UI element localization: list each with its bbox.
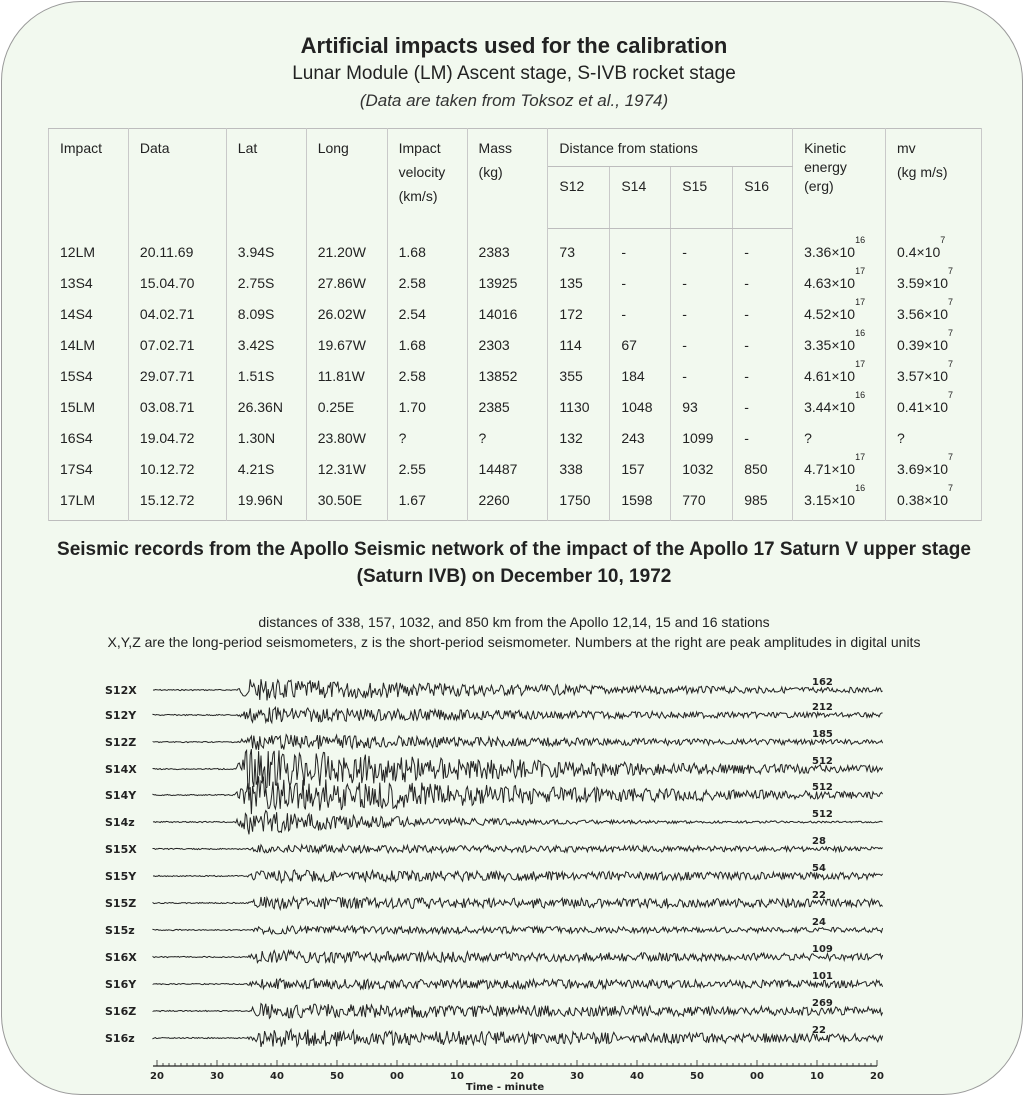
cell-lat: 2.75S (226, 268, 306, 299)
cell-impact: 12LM (49, 229, 129, 269)
time-axis-tick-label: 20 (870, 1071, 884, 1082)
cell-long: 12.31W (306, 454, 387, 485)
trace-peak-amplitude: 22 (812, 1025, 826, 1036)
trace-peak-amplitude: 101 (812, 971, 833, 982)
cell-energy: $4.61\times 10^{17}$ (793, 361, 886, 392)
time-axis-tick-label: 10 (450, 1071, 464, 1082)
cell-mv: $0.39\times 10^7$ (886, 330, 982, 361)
cell-mass: ? (467, 423, 548, 454)
table-row (49, 454, 982, 485)
cell-s16: - (733, 423, 793, 454)
cell-s12: 1130 (548, 392, 610, 423)
cell-energy: $3.15\times 10^{16}$ (793, 485, 886, 521)
cell-mv: ? (886, 423, 982, 454)
seismic-trace (153, 951, 883, 963)
cell-s16: - (733, 268, 793, 299)
cell-lat: 3.94S (226, 229, 306, 269)
cell-long: 0.25E (306, 392, 387, 423)
seismic-trace (153, 735, 883, 750)
seismic-trace (153, 1004, 883, 1019)
trace-label: S16z (105, 1032, 135, 1045)
trace-peak-amplitude: 162 (812, 677, 833, 688)
cell-s12: 1750 (548, 485, 610, 521)
cell-s15: 1099 (671, 423, 733, 454)
cell-s14: 1598 (610, 485, 671, 521)
trace-label: S12Y (105, 709, 137, 722)
time-axis-tick-label: 30 (570, 1071, 584, 1082)
cell-impact: 15LM (49, 392, 129, 423)
cell-mv: $0.38\times 10^7$ (886, 485, 982, 521)
cell-long: 26.02W (306, 299, 387, 330)
cell-velocity: 2.58 (387, 268, 467, 299)
trace-label: S16Y (105, 978, 137, 991)
cell-mass: 13852 (467, 361, 548, 392)
trace-label: S15Y (105, 870, 137, 883)
cell-mv: $0.41\times 10^7$ (886, 392, 982, 423)
cell-energy: $3.35\times 10^{16}$ (793, 330, 886, 361)
cell-impact: 16S4 (49, 423, 129, 454)
time-axis-tick-label: 00 (390, 1071, 404, 1082)
trace-label: S16Z (105, 1005, 137, 1018)
cell-s16: - (733, 392, 793, 423)
cell-s12: 132 (548, 423, 610, 454)
cell-s15: - (671, 361, 733, 392)
time-axis-tick-label: 20 (510, 1071, 524, 1082)
cell-mv: $0.4\times 10^7$ (886, 229, 982, 269)
trace-peak-amplitude: 22 (812, 890, 826, 901)
trace-label: S14Y (105, 789, 137, 802)
cell-data: 04.02.71 (128, 299, 226, 330)
cell-mv: $3.57\times 10^7$ (886, 361, 982, 392)
table-row (49, 392, 982, 423)
data-source-note: (Data are taken from Toksoz et al., 1974) (359, 91, 669, 110)
seismic-trace (153, 811, 883, 835)
header-lat: Lat (226, 129, 306, 229)
cell-s15: - (671, 330, 733, 361)
cell-impact: 17LM (49, 485, 129, 521)
trace-peak-amplitude: 512 (812, 756, 833, 767)
cell-lat: 8.09S (226, 299, 306, 330)
header-long: Long (306, 129, 387, 229)
cell-s16: - (733, 299, 793, 330)
cell-lat: 4.21S (226, 454, 306, 485)
header-velocity: Impact velocity (km/s) (387, 129, 467, 229)
trace-peak-amplitude: 512 (812, 782, 833, 793)
table-row (49, 485, 982, 521)
cell-s16: - (733, 361, 793, 392)
cell-mass: 2303 (467, 330, 548, 361)
cell-mass: 14487 (467, 454, 548, 485)
cell-velocity: 1.68 (387, 229, 467, 269)
cell-velocity: 1.68 (387, 330, 467, 361)
cell-s14: - (610, 268, 671, 299)
cell-long: 19.67W (306, 330, 387, 361)
header-mv: mv (kg m/s) (886, 129, 982, 229)
cell-s15: 770 (671, 485, 733, 521)
time-axis-tick-label: 40 (630, 1071, 644, 1082)
cell-long: 30.50E (306, 485, 387, 521)
table-row (49, 423, 982, 454)
trace-peak-amplitude: 109 (812, 944, 833, 955)
cell-lat: 3.42S (226, 330, 306, 361)
cell-s14: 67 (610, 330, 671, 361)
seismic-trace (153, 679, 883, 700)
cell-s16: 850 (733, 454, 793, 485)
table-row (49, 330, 982, 361)
header-impact: Impact (49, 129, 129, 229)
page-subtitle: Lunar Module (LM) Ascent stage, S-IVB rocket stage (292, 63, 736, 84)
cell-s12: 172 (548, 299, 610, 330)
cell-impact: 13S4 (49, 268, 129, 299)
seismogram-figure (87, 670, 902, 1095)
cell-lat: 1.30N (226, 423, 306, 454)
cell-s12: 355 (548, 361, 610, 392)
time-axis-tick-label: 00 (750, 1071, 764, 1082)
cell-s14: 243 (610, 423, 671, 454)
time-axis-tick-label: 50 (330, 1071, 344, 1082)
cell-mass: 2383 (467, 229, 548, 269)
cell-s15: - (671, 268, 733, 299)
seismic-section-title: Seismic records from the Apollo Seismic network of the impact of the Apollo 17 Saturn V upper stage (Saturn IVB) on December 10, 1972 (57, 539, 971, 587)
cell-s12: 114 (548, 330, 610, 361)
impacts-table-body (49, 229, 982, 521)
cell-impact: 14S4 (49, 299, 129, 330)
header-mass: Mass (kg) (467, 129, 548, 229)
trace-label: S15Z (105, 897, 137, 910)
cell-s12: 73 (548, 229, 610, 269)
cell-mass: 2260 (467, 485, 548, 521)
trace-peak-amplitude: 269 (812, 998, 833, 1009)
trace-peak-amplitude: 512 (812, 809, 833, 820)
cell-data: 07.02.71 (128, 330, 226, 361)
cell-mass: 2385 (467, 392, 548, 423)
cell-energy: $4.71\times 10^{17}$ (793, 454, 886, 485)
cell-velocity: 1.70 (387, 392, 467, 423)
cell-s14: - (610, 229, 671, 269)
cell-s16: 985 (733, 485, 793, 521)
cell-mv: $3.69\times 10^7$ (886, 454, 982, 485)
cell-velocity: 2.55 (387, 454, 467, 485)
cell-data: 15.04.70 (128, 268, 226, 299)
cell-lat: 19.96N (226, 485, 306, 521)
cell-s14: 184 (610, 361, 671, 392)
trace-label: S14z (105, 816, 135, 829)
cell-s15: 1032 (671, 454, 733, 485)
seismic-trace (153, 897, 883, 909)
cell-long: 21.20W (306, 229, 387, 269)
cell-mv: $3.59\times 10^7$ (886, 268, 982, 299)
cell-lat: 26.36N (226, 392, 306, 423)
time-axis-title: Time - minute (465, 1082, 545, 1093)
cell-data: 19.04.72 (128, 423, 226, 454)
header-s15: S15 (671, 167, 733, 229)
cell-long: 11.81W (306, 361, 387, 392)
cell-lat: 1.51S (226, 361, 306, 392)
seismic-trace (153, 845, 883, 853)
cell-s12: 338 (548, 454, 610, 485)
cell-long: 23.80W (306, 423, 387, 454)
table-row (49, 361, 982, 392)
cell-s15: - (671, 299, 733, 330)
cell-s14: 157 (610, 454, 671, 485)
table-row (49, 268, 982, 299)
trace-peak-amplitude: 185 (812, 729, 833, 740)
cell-energy: $4.63\times 10^{17}$ (793, 268, 886, 299)
time-axis-tick-label: 40 (270, 1071, 284, 1082)
page-title: Artificial impacts used for the calibration (300, 33, 728, 58)
table-row (49, 299, 982, 330)
content-panel (1, 1, 1023, 1095)
cell-data: 15.12.72 (128, 485, 226, 521)
cell-data: 10.12.72 (128, 454, 226, 485)
cell-s12: 135 (548, 268, 610, 299)
header-distance: Distance from stations (548, 129, 793, 167)
seismic-caption-distances: distances of 338, 157, 1032, and 850 km from the Apollo 12,14, 15 and 16 stations (258, 614, 770, 630)
seismic-trace (153, 926, 883, 934)
cell-s16: - (733, 229, 793, 269)
seismic-trace (153, 707, 883, 722)
header-s12: S12 (548, 167, 610, 229)
trace-label: S15X (105, 843, 137, 856)
cell-s14: 1048 (610, 392, 671, 423)
cell-impact: 15S4 (49, 361, 129, 392)
cell-s15: - (671, 229, 733, 269)
cell-data: 29.07.71 (128, 361, 226, 392)
cell-impact: 14LM (49, 330, 129, 361)
cell-energy: $3.44\times 10^{16}$ (793, 392, 886, 423)
header-s14: S14 (610, 167, 671, 229)
header-kinetic-energy: Kinetic energy (erg) (793, 129, 886, 229)
trace-label: S15z (105, 924, 135, 937)
cell-s15: 93 (671, 392, 733, 423)
cell-velocity: 1.67 (387, 485, 467, 521)
seismic-trace (153, 1030, 883, 1047)
cell-impact: 17S4 (49, 454, 129, 485)
cell-data: 20.11.69 (128, 229, 226, 269)
header-data: Data (128, 129, 226, 229)
cell-s14: - (610, 299, 671, 330)
trace-label: S14X (105, 763, 137, 776)
cell-mass: 14016 (467, 299, 548, 330)
impacts-table (48, 128, 982, 521)
trace-label: S16X (105, 951, 137, 964)
cell-energy: $3.36\times 10^{16}$ (793, 229, 886, 269)
trace-peak-amplitude: 28 (812, 836, 826, 847)
trace-label: S12X (105, 684, 137, 697)
cell-long: 27.86W (306, 268, 387, 299)
cell-mv: $3.56\times 10^7$ (886, 299, 982, 330)
cell-mass: 13925 (467, 268, 548, 299)
time-axis-tick-label: 10 (810, 1071, 824, 1082)
trace-peak-amplitude: 54 (812, 863, 826, 874)
cell-energy: ? (793, 423, 886, 454)
time-axis-tick-label: 50 (690, 1071, 704, 1082)
cell-s16: - (733, 330, 793, 361)
seismic-trace (153, 776, 883, 814)
trace-peak-amplitude: 212 (812, 702, 833, 713)
seismic-trace (153, 979, 883, 989)
cell-velocity: 2.58 (387, 361, 467, 392)
cell-velocity: 2.54 (387, 299, 467, 330)
seismic-caption-legend: X,Y,Z are the long-period seismometers, z is the short-period seismometer. Numbers at the right are peak amplitudes in digital units (107, 634, 921, 650)
trace-peak-amplitude: 24 (812, 917, 826, 928)
time-axis-tick-label: 30 (210, 1071, 224, 1082)
time-axis-tick-label: 20 (150, 1071, 164, 1082)
trace-label: S12Z (105, 736, 137, 749)
cell-energy: $4.52\times 10^{17}$ (793, 299, 886, 330)
table-row (49, 229, 982, 269)
cell-data: 03.08.71 (128, 392, 226, 423)
cell-velocity: ? (387, 423, 467, 454)
header-s16: S16 (733, 167, 793, 229)
seismic-trace (153, 870, 883, 883)
